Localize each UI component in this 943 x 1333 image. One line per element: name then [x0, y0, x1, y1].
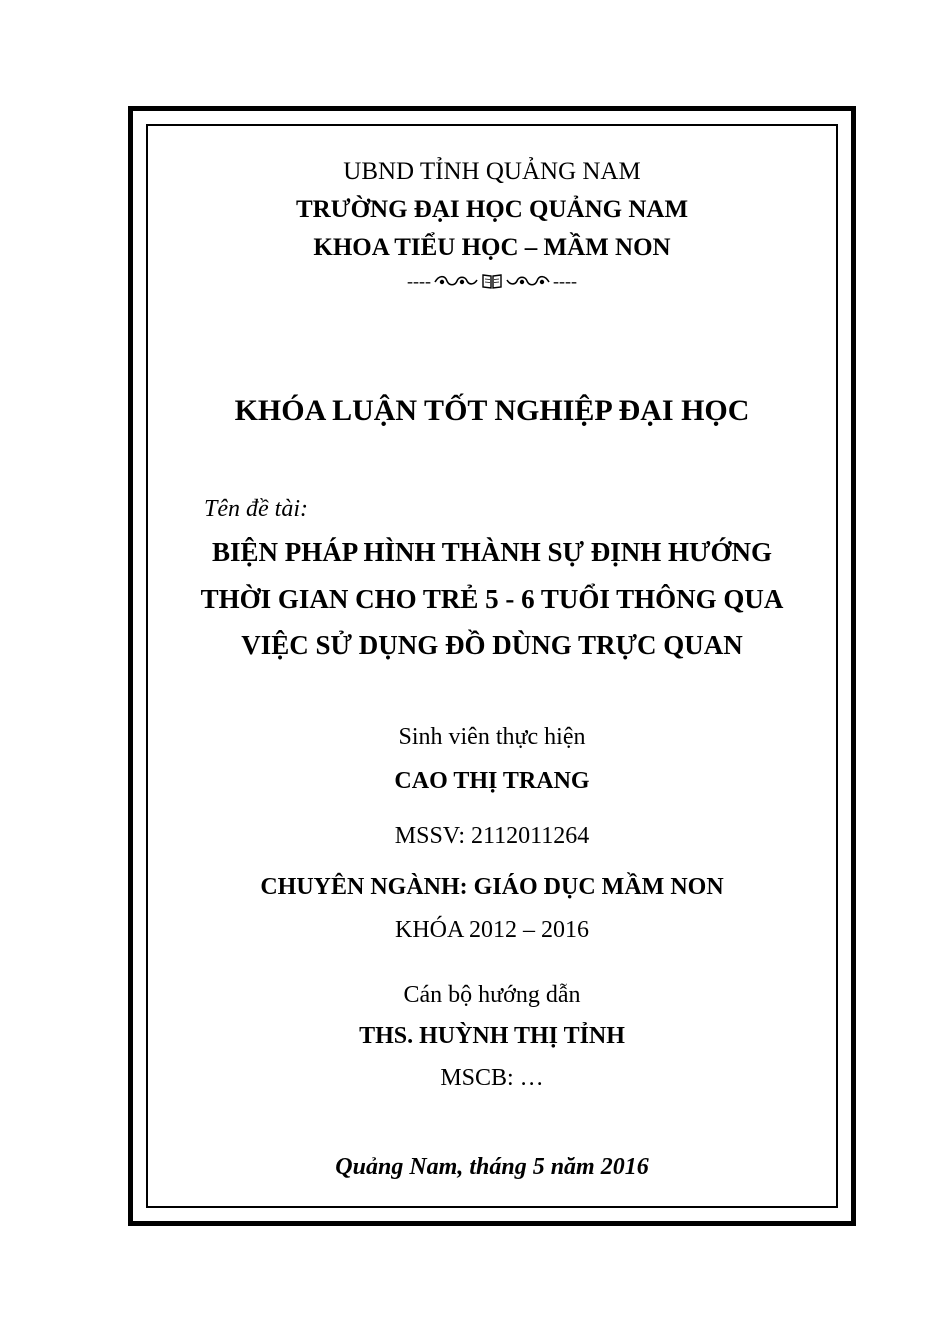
ornament-dashes-left: ----: [407, 271, 431, 291]
advisor-name: THS. HUỲNH THỊ TỈNH: [359, 1023, 625, 1049]
student-id: MSSV: 2112011264: [394, 823, 590, 849]
faculty-heading: KHOA TIỂU HỌC – MẦM NON: [313, 234, 671, 261]
open-book-icon: [481, 272, 503, 290]
student-course: KHÓA 2012 – 2016: [394, 917, 589, 943]
topic-label: Tên đề tài:: [204, 496, 308, 522]
province-heading: UBND TỈNH QUẢNG NAM: [343, 158, 641, 185]
student-label: Sinh viên thực hiện: [398, 724, 586, 750]
place-date: Quảng Nam, tháng 5 năm 2016: [335, 1154, 649, 1180]
scroll-flourish-icon: [433, 273, 479, 289]
header-ornament: [128, 272, 856, 291]
document-type-title: KHÓA LUẬN TỐT NGHIỆP ĐẠI HỌC: [234, 394, 750, 427]
student-name: CAO THỊ TRANG: [394, 768, 590, 794]
scroll-flourish-icon: [505, 273, 551, 289]
topic-line-2: THỜI GIAN CHO TRẺ 5 - 6 TUỔI THÔNG QUA: [200, 584, 784, 614]
topic-line-1: BIỆN PHÁP HÌNH THÀNH SỰ ĐỊNH HƯỚNG: [211, 537, 773, 567]
ornament-dashes-right: ----: [553, 271, 577, 291]
university-heading: TRƯỜNG ĐẠI HỌC QUẢNG NAM: [295, 196, 689, 223]
advisor-id: MSCB: …: [440, 1065, 544, 1091]
advisor-label: Cán bộ hướng dẫn: [403, 982, 581, 1008]
topic-line-3: VIỆC SỬ DỤNG ĐỒ DÙNG TRỰC QUAN: [241, 630, 743, 660]
student-major: CHUYÊN NGÀNH: GIÁO DỤC MẦM NON: [260, 874, 724, 900]
